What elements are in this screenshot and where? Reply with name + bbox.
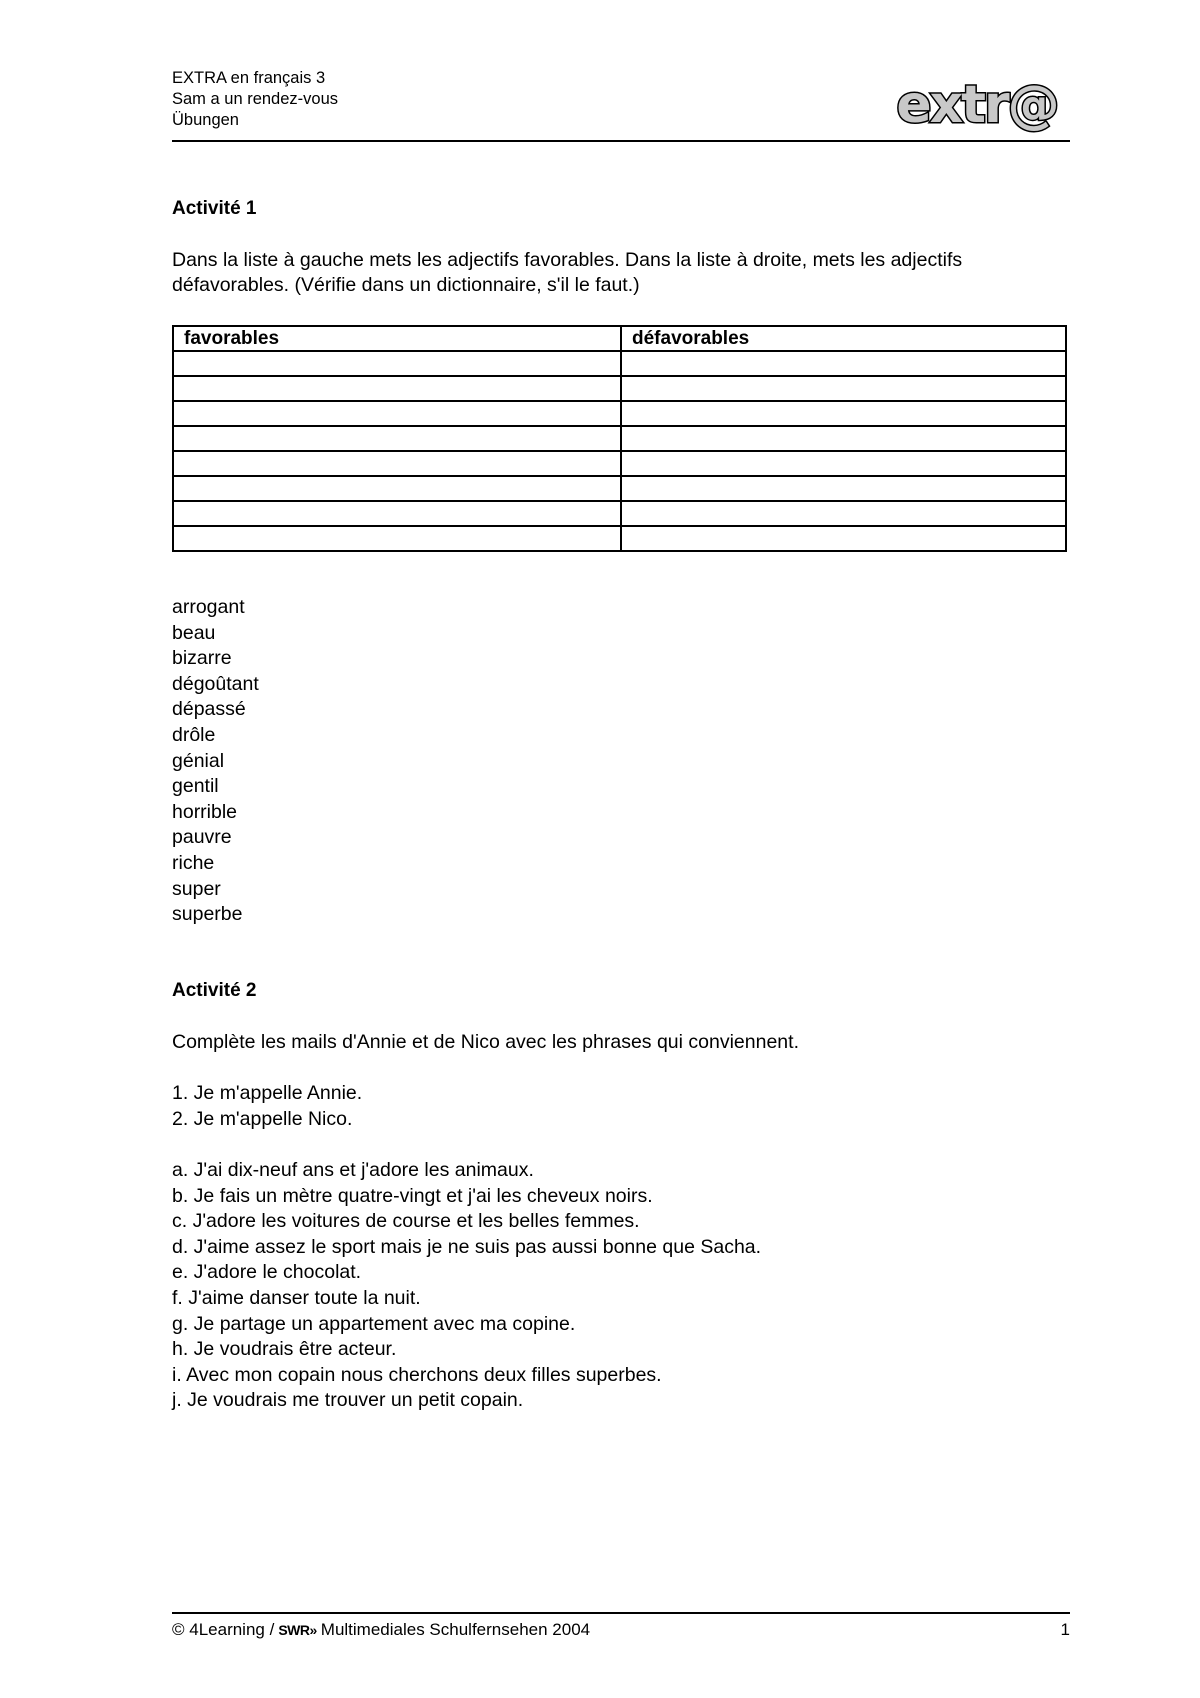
- favorables-cell[interactable]: [173, 526, 621, 551]
- list-item: a. J'ai dix-neuf ans et j'adore les animaux.: [172, 1159, 534, 1181]
- table-row: [173, 501, 1066, 526]
- defavorables-cell[interactable]: [621, 476, 1066, 501]
- list-item: gentil: [172, 775, 219, 798]
- list-item: e. J'adore le chocolat.: [172, 1261, 362, 1284]
- defavorables-cell[interactable]: [621, 401, 1066, 426]
- swr-logo: SWR»: [278, 1622, 317, 1638]
- defavorables-cell[interactable]: [621, 501, 1066, 526]
- defavorables-cell[interactable]: [621, 426, 1066, 451]
- page-footer: [172, 1620, 1070, 1640]
- header-divider: [172, 140, 1070, 142]
- list-item: i. Avec mon copain nous cherchons deux filles superbes.: [172, 1363, 662, 1386]
- names-list: [172, 1081, 362, 1132]
- favorables-cell[interactable]: [173, 376, 621, 401]
- list-item: riche: [172, 851, 215, 874]
- list-item: super: [172, 877, 221, 900]
- list-item: beau: [172, 621, 216, 644]
- list-item: horrible: [172, 800, 238, 823]
- list-item: f. J'aime danser toute la nuit.: [172, 1286, 421, 1309]
- page-number: 1: [1060, 1620, 1070, 1639]
- list-item: bizarre: [172, 647, 232, 670]
- favorables-cell[interactable]: [173, 451, 621, 476]
- list-item: j. Je voudrais me trouver un petit copain.: [172, 1389, 524, 1412]
- activity1-heading: Activité 1: [172, 198, 257, 219]
- svg-text:extr@: extr@: [896, 75, 1058, 135]
- list-item: 1. Je m'appelle Annie.: [172, 1082, 363, 1104]
- column-header-favorables: favorables: [173, 326, 621, 351]
- table-row: [173, 401, 1066, 426]
- adjectives-table: [172, 325, 1067, 552]
- table-body: [173, 351, 1066, 551]
- column-header-defavorables: défavorables: [621, 326, 1066, 351]
- table-row: [173, 526, 1066, 551]
- list-item: d. J'aime assez le sport mais je ne suis pas aussi bonne que Sacha.: [172, 1235, 762, 1258]
- list-item: pauvre: [172, 826, 232, 849]
- defavorables-cell[interactable]: [621, 451, 1066, 476]
- footer-copyright: © 4Learning /: [172, 1620, 275, 1639]
- defavorables-cell[interactable]: [621, 376, 1066, 401]
- header-unit-title: Sam a un rendez-vous: [172, 90, 339, 108]
- list-item: 2. Je m'appelle Nico.: [172, 1107, 353, 1130]
- list-item: superbe: [172, 903, 243, 926]
- favorables-cell[interactable]: [173, 351, 621, 376]
- list-item: c. J'adore les voitures de course et les belles femmes.: [172, 1210, 640, 1233]
- table-row: [173, 376, 1066, 401]
- activity2-instructions: Complète les mails d'Annie et de Nico avec les phrases qui conviennent.: [172, 1031, 799, 1053]
- defavorables-cell[interactable]: [621, 351, 1066, 376]
- list-item: h. Je voudrais être acteur.: [172, 1338, 397, 1361]
- list-item: arrogant: [172, 596, 245, 618]
- footer-divider: [172, 1612, 1070, 1614]
- table-row: [173, 451, 1066, 476]
- favorables-cell[interactable]: [173, 501, 621, 526]
- list-item: g. Je partage un appartement avec ma copine.: [172, 1312, 576, 1335]
- extra-logo: [884, 72, 1070, 140]
- list-item: dégoûtant: [172, 672, 259, 695]
- table-row: [173, 351, 1066, 376]
- sentences-list: [172, 1158, 761, 1414]
- header-course-title: EXTRA en français 3: [172, 69, 326, 87]
- table-header-row: [173, 326, 1066, 351]
- favorables-cell[interactable]: [173, 476, 621, 501]
- adjective-word-list: [172, 595, 259, 928]
- favorables-cell[interactable]: [173, 401, 621, 426]
- list-item: dépassé: [172, 698, 246, 721]
- activity1-instructions: Dans la liste à gauche mets les adjectifs favorables. Dans la liste à droite, mets les adjectifs défavorables. (Vérifie dans un dictionnaire, s'il le faut.): [172, 249, 963, 296]
- favorables-cell[interactable]: [173, 426, 621, 451]
- list-item: génial: [172, 749, 225, 772]
- header-section-title: Übungen: [172, 111, 239, 129]
- list-item: drôle: [172, 723, 216, 746]
- activity2-heading: Activité 2: [172, 980, 257, 1001]
- defavorables-cell[interactable]: [621, 526, 1066, 551]
- table-row: [173, 476, 1066, 501]
- list-item: b. Je fais un mètre quatre-vingt et j'ai les cheveux noirs.: [172, 1184, 653, 1207]
- table-row: [173, 426, 1066, 451]
- footer-text: Multimediales Schulfernsehen 2004: [320, 1620, 591, 1639]
